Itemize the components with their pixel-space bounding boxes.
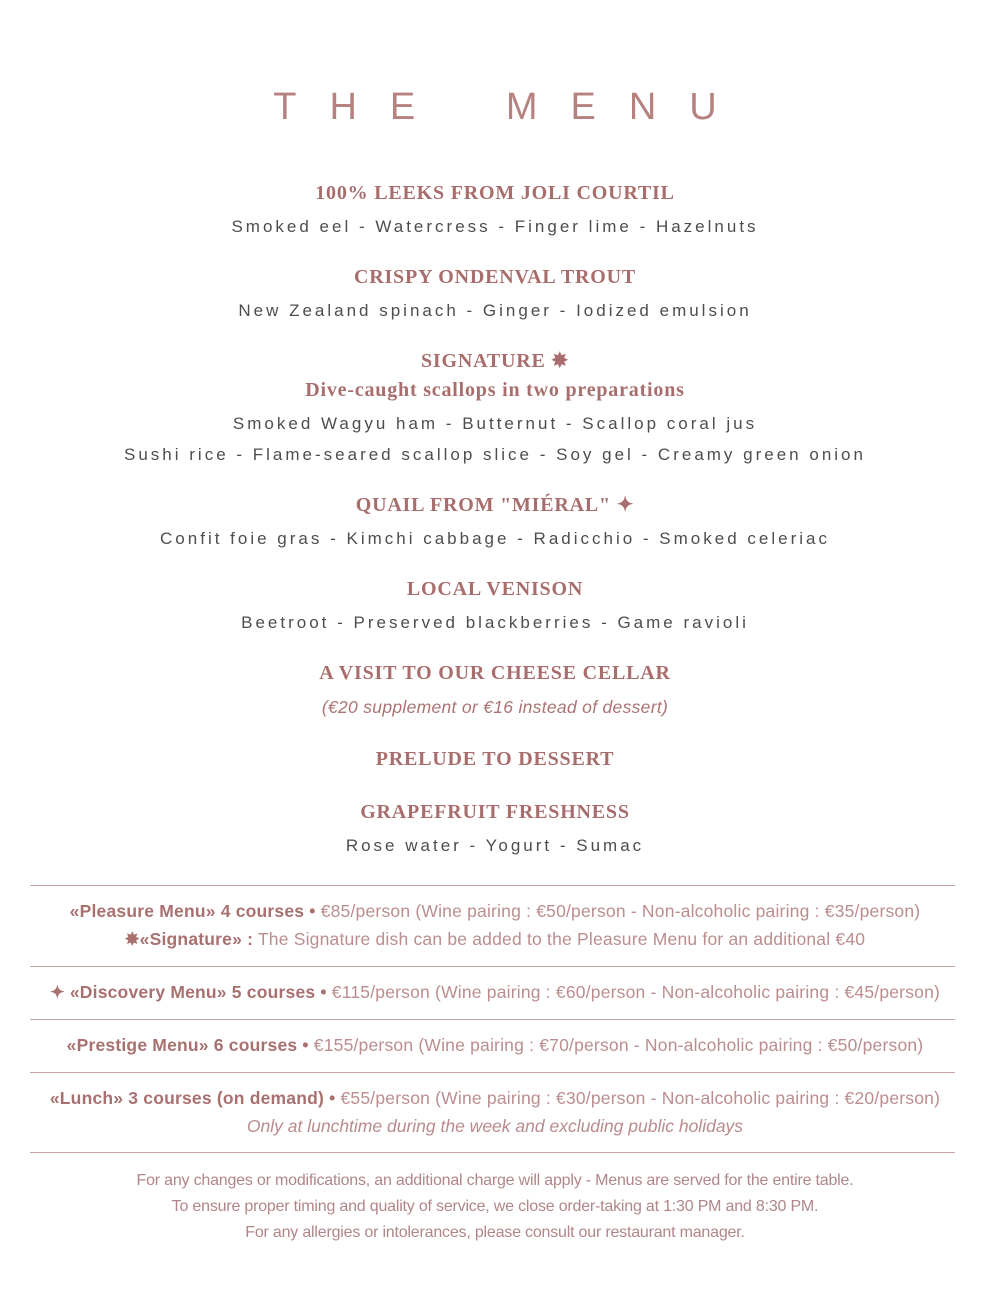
menu-name-label: «Lunch» 3 courses (on demand)	[49, 1088, 325, 1108]
course-description: New Zealand spinach - Ginger - Iodized emulsion	[238, 301, 752, 320]
course-quail	[0, 494, 990, 548]
divider	[30, 1152, 955, 1153]
course-description: Rose water - Yogurt - Sumac	[345, 836, 645, 855]
signature-note-text: The Signature dish can be added to the Pleasure Menu for an additional €40	[257, 929, 866, 949]
menu-name-label: ✦ «Discovery Menu» 5 courses	[49, 982, 316, 1002]
course-trout	[0, 266, 990, 320]
pricing-row-discovery	[0, 967, 990, 1019]
course-description: Confit foie gras - Kimchi cabbage - Radicchio - Smoked celeriac	[160, 529, 830, 548]
footer-line: To ensure proper timing and quality of service, we close order-taking at 1:30 PM and 8:30 PM.	[171, 1198, 819, 1215]
pricing-row-prestige	[0, 1020, 990, 1072]
signature-star-label: ✸«Signature» :	[124, 929, 254, 949]
page-title: THE MENU	[273, 86, 750, 128]
course-subtitle: Dive-caught scallops in two preparations	[305, 379, 685, 401]
bullet-icon: •	[302, 1035, 309, 1055]
course-description: Smoked eel - Watercress - Finger lime - Hazelnuts	[231, 217, 759, 236]
menu-price-text: €85/person (Wine pairing : €50/person - Non-alcoholic pairing : €35/person)	[320, 901, 921, 921]
course-prelude-dessert	[0, 748, 990, 771]
course-name: SIGNATURE ✸	[421, 350, 569, 372]
menu-name-label: «Prestige Menu» 6 courses	[66, 1035, 298, 1055]
course-description: Beetroot - Preserved blackberries - Game ravioli	[241, 613, 749, 632]
course-list	[0, 182, 990, 855]
course-signature-scallops	[0, 350, 990, 464]
course-name: CRISPY ONDENVAL TROUT	[353, 266, 637, 288]
lunch-availability-note: Only at lunchtime during the week and excluding public holidays	[246, 1116, 744, 1136]
menu-price-text: €115/person (Wine pairing : €60/person - Non-alcoholic pairing : €45/person)	[331, 982, 941, 1002]
course-description: Smoked Wagyu ham - Butternut - Scallop coral jus	[232, 414, 758, 433]
course-grapefruit	[0, 801, 990, 855]
course-name: LOCAL VENISON	[406, 578, 584, 600]
course-name: GRAPEFRUIT FRESHNESS	[360, 801, 630, 823]
footer-line: For any allergies or intolerances, please consult our restaurant manager.	[245, 1224, 745, 1241]
menu-price-text: €55/person (Wine pairing : €30/person - Non-alcoholic pairing : €20/person)	[340, 1088, 941, 1108]
pricing-row-lunch	[0, 1073, 990, 1152]
course-supplement-note: (€20 supplement or €16 instead of dessert)	[321, 697, 669, 717]
pricing-row-pleasure	[0, 886, 990, 966]
pricing-section	[0, 885, 990, 1153]
menu-name-label: «Pleasure Menu» 4 courses	[69, 901, 305, 921]
pricing-line-signature	[0, 928, 990, 951]
bullet-icon: •	[309, 901, 316, 921]
pricing-line	[0, 900, 990, 923]
course-description: Sushi rice - Flame-seared scallop slice - Soy gel - Creamy green onion	[124, 445, 866, 464]
course-name: A VISIT TO OUR CHEESE CELLAR	[319, 662, 671, 684]
pricing-line	[0, 1034, 990, 1057]
bullet-icon: •	[329, 1088, 336, 1108]
footer-line: For any changes or modifications, an additional charge will apply - Menus are served for the entire table.	[136, 1172, 854, 1189]
course-leeks	[0, 182, 990, 236]
course-venison	[0, 578, 990, 632]
pricing-line	[0, 1087, 990, 1110]
course-name: QUAIL FROM "MIÉRAL" ✦	[355, 494, 635, 516]
course-cheese-cellar	[0, 662, 990, 718]
menu-price-text: €155/person (Wine pairing : €70/person - Non-alcoholic pairing : €50/person)	[313, 1035, 924, 1055]
footer-notes	[0, 1168, 990, 1276]
course-name: 100% LEEKS FROM JOLI COURTIL	[315, 182, 675, 204]
pricing-line	[0, 981, 990, 1004]
course-name: PRELUDE TO DESSERT	[375, 748, 615, 770]
bullet-icon: •	[320, 982, 327, 1002]
